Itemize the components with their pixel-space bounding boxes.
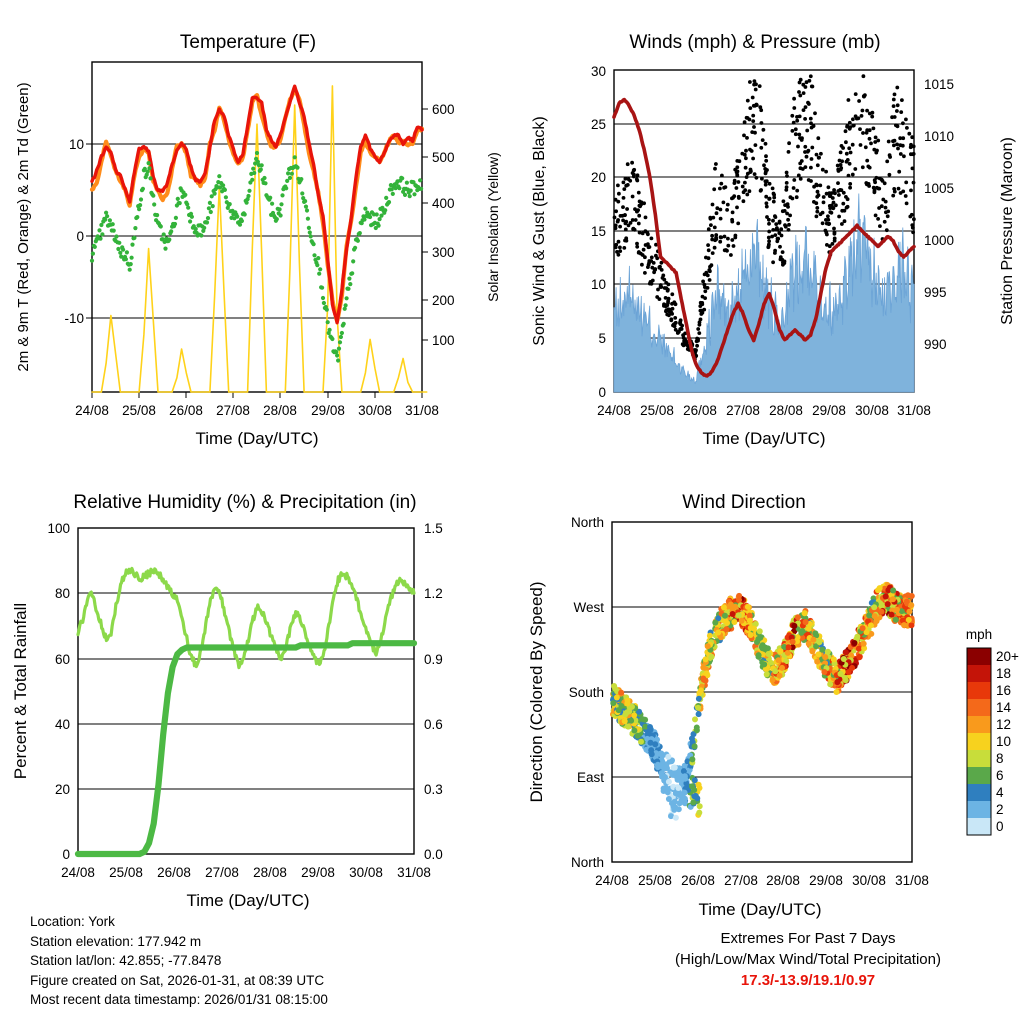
x-axis-label-temperature: Time (Day/UTC) [195, 429, 319, 448]
x-tick-label: 31/08 [897, 403, 931, 418]
y-tick-label: 80 [54, 586, 70, 601]
y-tick-label: 10 [590, 277, 606, 292]
y-tick-label: 10 [68, 137, 84, 152]
svg-text:mph: mph [965, 627, 993, 642]
station-location: Location: York [30, 914, 115, 929]
x-tick-label: 27/08 [205, 865, 239, 880]
extremes-subheading: (High/Low/Max Wind/Total Precipitation) [675, 951, 941, 968]
y2-tick-label: 1010 [924, 129, 955, 144]
x-tick-label: 28/08 [769, 403, 803, 418]
y2-tick-label: 0.9 [424, 652, 443, 667]
y2-tick-label: 0.3 [424, 782, 443, 797]
y2-ticks [422, 102, 455, 348]
y2-tick-label: 1000 [924, 233, 955, 248]
y-tick-label: -10 [64, 311, 84, 326]
svg-text:14: 14 [996, 700, 1012, 715]
humidity-series-group [78, 568, 414, 854]
station-info [30, 912, 328, 1010]
x-ticks [595, 873, 929, 888]
y-axis-label-wind-direction: Direction (Colored By Speed) [527, 581, 546, 803]
x-axis-label-wind-direction: Time (Day/UTC) [698, 900, 822, 919]
temperature-series-group [90, 86, 427, 392]
extremes-heading: Extremes For Past 7 Days [720, 930, 896, 947]
x-tick-label: 26/08 [681, 873, 715, 888]
x-tick-label: 30/08 [349, 865, 383, 880]
x-tick-label: 29/08 [812, 403, 846, 418]
extremes-block [598, 928, 1018, 991]
x-tick-label: 27/08 [726, 403, 760, 418]
plot-frame [78, 528, 414, 854]
data-timestamp: Most recent data timestamp: 2026/01/31 08:15:00 [30, 992, 328, 1007]
station-latlon: Station lat/lon: 42.855; -77.8478 [30, 953, 222, 968]
wind-speed-colorbar [966, 627, 1019, 835]
x-axis-label-winds: Time (Day/UTC) [702, 429, 826, 448]
y2-tick-label: 0.6 [424, 717, 443, 732]
y-tick-label: North [570, 855, 604, 870]
y2-tick-label: 990 [924, 337, 947, 352]
y-tick-label: 0 [76, 229, 84, 244]
y2-tick-label: 0.0 [424, 847, 443, 862]
y-tick-label: 0 [62, 847, 70, 862]
svg-text:10: 10 [996, 734, 1012, 749]
svg-text:4: 4 [996, 785, 1004, 800]
x-tick-label: 27/08 [724, 873, 758, 888]
x-tick-label: 25/08 [638, 873, 672, 888]
y2-tick-label: 200 [432, 293, 455, 308]
x-tick-label: 30/08 [358, 403, 392, 418]
y2-tick-label: 1005 [924, 181, 955, 196]
x-tick-label: 30/08 [855, 403, 889, 418]
y-tick-label: 30 [590, 64, 606, 79]
y-tick-label: West [573, 600, 604, 615]
y-ticks [569, 515, 605, 870]
y-tick-label: 5 [598, 331, 606, 346]
x-tick-label: 29/08 [311, 403, 345, 418]
svg-text:16: 16 [996, 683, 1012, 698]
y2-ticks [424, 521, 443, 862]
y2-tick-label: 100 [432, 333, 455, 348]
x-tick-label: 30/08 [852, 873, 886, 888]
y-tick-label: 15 [590, 224, 606, 239]
y-axis-label-winds: Sonic Wind & Gust (Blue, Black) [531, 116, 548, 346]
panel-wind-direction [512, 460, 1024, 920]
y2-tick-label: 500 [432, 150, 455, 165]
y-tick-label: 25 [590, 117, 606, 132]
x-tick-label: 26/08 [683, 403, 717, 418]
y2-axis-label-pressure: Station Pressure (Maroon) [999, 137, 1016, 325]
panel-winds-pressure [512, 0, 1024, 460]
y2-tick-label: 995 [924, 285, 947, 300]
station-elevation: Station elevation: 177.942 m [30, 933, 202, 949]
x-tick-label: 26/08 [169, 403, 203, 418]
wind-direction-chart-svg [512, 460, 1024, 920]
x-ticks [597, 403, 931, 418]
svg-text:0: 0 [996, 819, 1004, 834]
y-tick-label: 100 [47, 521, 70, 536]
y2-axis-label-solar: Solar Insolation (Yellow) [485, 152, 501, 302]
y-axis-label-humidity: Percent & Total Rainfall [11, 602, 30, 780]
y-tick-label: East [576, 770, 604, 785]
x-tick-label: 29/08 [809, 873, 843, 888]
y-tick-label: 60 [54, 652, 70, 667]
y2-tick-label: 600 [432, 102, 455, 117]
y2-ticks [924, 77, 954, 352]
wind-series-group [613, 74, 916, 392]
svg-text:8: 8 [996, 751, 1004, 766]
x-ticks [61, 865, 431, 880]
x-tick-label: 25/08 [640, 403, 674, 418]
y-axis-label-temperature: 2m & 9m T (Red, Orange) & 2m Td (Green) [15, 82, 32, 372]
svg-text:12: 12 [996, 717, 1012, 732]
plot-frame [92, 62, 422, 392]
x-tick-label: 25/08 [122, 403, 156, 418]
x-tick-label: 27/08 [216, 403, 250, 418]
x-tick-label: 24/08 [595, 873, 629, 888]
x-tick-label: 26/08 [157, 865, 191, 880]
y-tick-label: South [568, 685, 604, 700]
x-tick-label: 24/08 [61, 865, 95, 880]
x-tick-label: 25/08 [109, 865, 143, 880]
svg-text:6: 6 [996, 768, 1004, 783]
chart-title-humidity: Relative Humidity (%) & Precipitation (in) [73, 492, 417, 513]
x-tick-label: 29/08 [301, 865, 335, 880]
svg-text:18: 18 [996, 666, 1012, 681]
y-tick-label: North [570, 515, 604, 530]
y2-tick-label: 1.2 [424, 586, 443, 601]
y-tick-label: 0 [598, 385, 606, 400]
x-tick-label: 28/08 [253, 865, 287, 880]
x-tick-label: 24/08 [75, 403, 109, 418]
y2-tick-label: 1.5 [424, 521, 443, 536]
figure-created: Figure created on Sat, 2026-01-31, at 08:39 UTC [30, 972, 325, 988]
winds-chart-svg [512, 0, 1024, 460]
x-axis-label-humidity: Time (Day/UTC) [186, 891, 310, 910]
y-ticks [47, 521, 70, 862]
x-tick-label: 24/08 [597, 403, 631, 418]
humidity-chart-svg [0, 460, 512, 920]
x-tick-label: 31/08 [405, 403, 439, 418]
x-tick-label: 31/08 [895, 873, 929, 888]
x-ticks [75, 392, 439, 418]
panel-temperature [0, 0, 512, 460]
chart-title-winds: Winds (mph) & Pressure (mb) [629, 32, 881, 53]
chart-title-wind-direction: Wind Direction [682, 492, 806, 513]
panel-humidity-precip [0, 460, 512, 920]
extremes-values: 17.3/-13.9/19.1/0.97 [740, 972, 876, 989]
temperature-chart-svg [0, 0, 512, 460]
x-tick-label: 28/08 [263, 403, 297, 418]
chart-title-temperature: Temperature (F) [179, 32, 317, 53]
y-tick-label: 20 [590, 170, 606, 185]
x-tick-label: 31/08 [397, 865, 431, 880]
y2-tick-label: 300 [432, 245, 455, 260]
y-ticks [591, 64, 606, 400]
wind-direction-scatter-group [610, 582, 915, 821]
x-tick-label: 28/08 [766, 873, 800, 888]
svg-text:2: 2 [996, 802, 1004, 817]
y2-tick-label: 1015 [924, 77, 955, 92]
y2-tick-label: 400 [432, 196, 455, 211]
y-tick-label: 40 [54, 717, 70, 732]
svg-text:20+: 20+ [996, 649, 1019, 664]
y-tick-label: 20 [54, 782, 70, 797]
